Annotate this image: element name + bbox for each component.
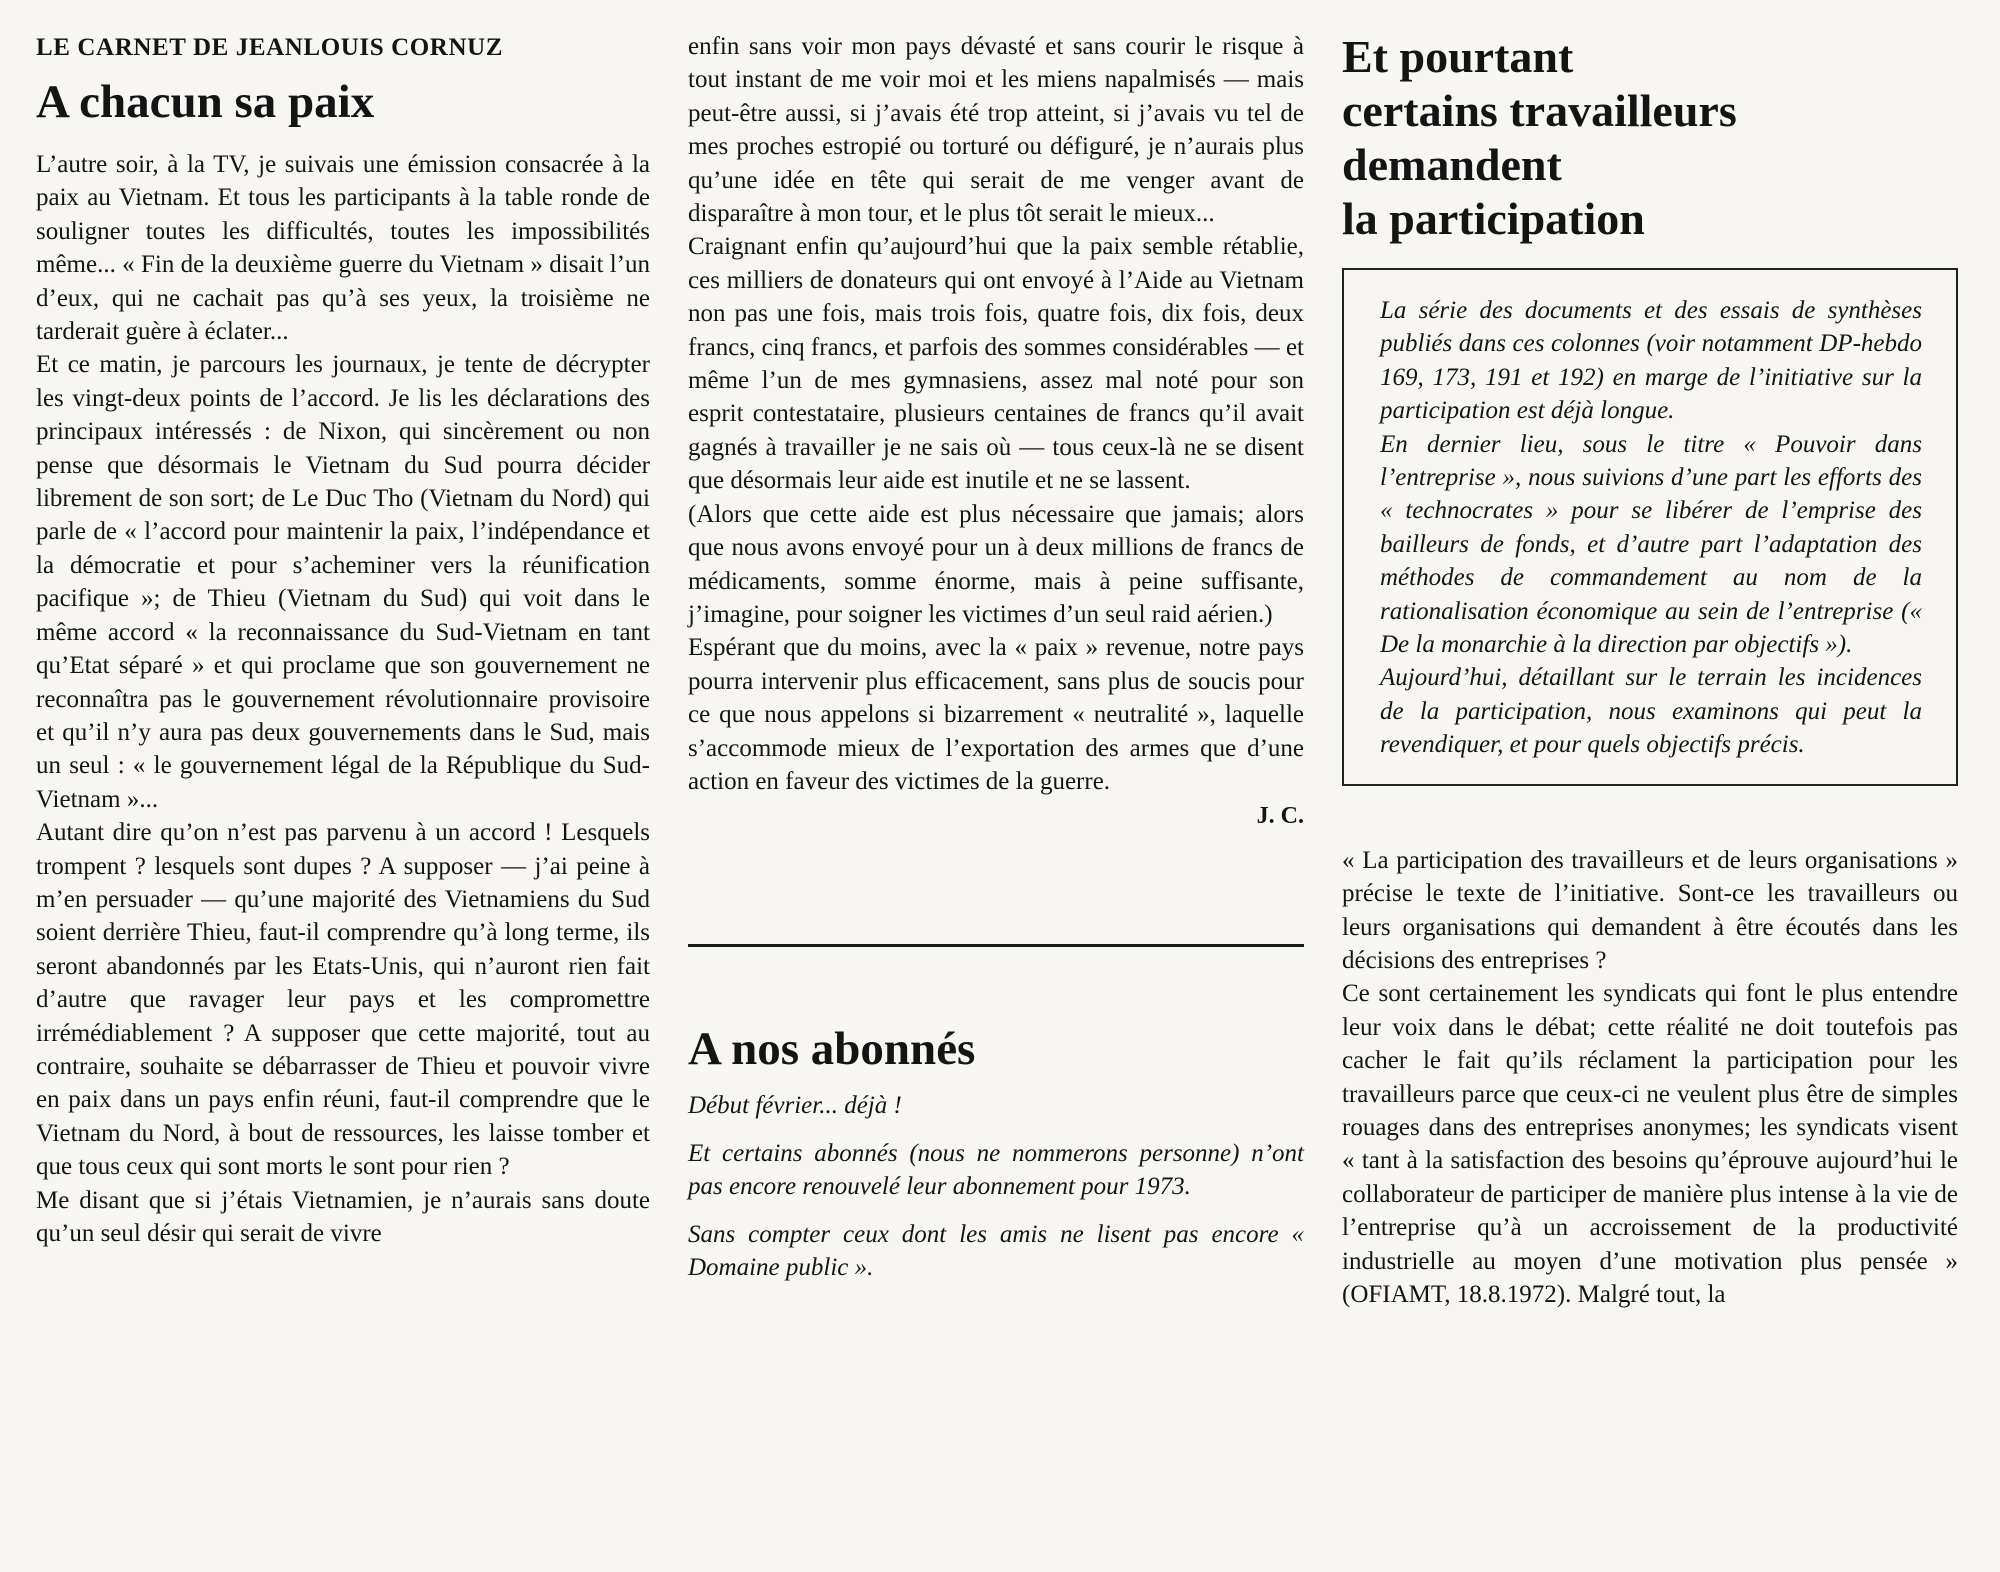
notice-title: A nos abonnés (688, 1023, 976, 1076)
intro-box (1342, 268, 1958, 786)
title-line: demandent (1342, 139, 1562, 190)
section-divider (688, 944, 1304, 947)
paragraph: Et ce matin, je parcours les journaux, je tente de décrypter les vingt-deux points de l’accord. Je lis les déclarations des principaux intéressés : de Nixon, qui sincèrement ou non pense que désormais le Vietnam du Sud pourra décider librement de son sort; de Le Duc Tho (Vietnam du Nord) qui parle de « l’accord pour maintenir la paix, l’indépendance et la démocratie et pour s’acheminer vers la réunification pacifique »; de Thieu (Vietnam du Sud) qui voit dans le même accord « la reconnaissance du Sud-Vietnam en tant qu’Etat séparé » et qui proclame que son gouvernement ne reconnaîtra pas le gouvernement révolutionnaire provisoire et qu’il n’y aura pas deux gouvernements dans le Sud, mais un seul : « le gouvernement légal de la République du Sud-Vietnam »... (36, 351, 650, 813)
middle-column (688, 30, 1304, 1298)
paragraph: Craignant enfin qu’aujourd’hui que la paix semble rétablie, ces milliers de donateurs qui ont envoyé à l’Aide au Vietnam non pas une fois, mais trois fois, quatre fois, dix fois, deux francs, cinq francs, et parfois des sommes considérables — et même l’un de mes gymnasiens, assez mal noté pour son esprit contestataire, plusieurs centaines de francs qu’il avait gagnés à travailler je ne sais où — tous ceux-là ne se disent que désormais leur aide est inutile et ne se lassent. (688, 233, 1304, 495)
left-article (36, 30, 650, 1250)
title-line: certains travailleurs (1342, 85, 1737, 136)
article-title: A chacun sa paix (36, 76, 375, 128)
article-title (1342, 30, 1958, 246)
title-line: la participation (1342, 193, 1645, 244)
paragraph: Ce sont certainement les syndicats qui font le plus entendre leur voix dans le débat; cette réalité ne doit toutefois pas cacher le fait qu’ils réclament la participation pour les travailleurs parce que ceux-ci ne veulent plus être de simples rouages dans des entreprises anonymes; les syndicats visent « tant à la satisfaction des besoins qu’éprouve aujourd’hui le collaborateur de participer de manière plus intense à la vie de l’entreprise qu’à un accroissement de la productivité industrielle au moyen d’une motivation plus pensée » (OFIAMT, 18.8.1972). Malgré tout, la (1342, 980, 1958, 1308)
intro-paragraph: En dernier lieu, sous le titre « Pouvoir dans l’entreprise », nous suivions d’une part les efforts des « technocrates » pour se libérer de l’emprise des bailleurs de fonds, et d’autre part l’adaptation des méthodes de commandement au nom de la rationalisation économique au sein de l’entreprise (« De la monarchie à la direction par objectifs »). (1380, 430, 1922, 659)
paragraph: Me disant que si j’étais Vietnamien, je n’aurais sans doute qu’un seul désir qui serait de vivre (36, 1186, 650, 1247)
article-body-continued (688, 30, 1304, 798)
paragraph: (Alors que cette aide est plus nécessaire que jamais; alors que nous avons envoyé pour un à deux millions de francs de médicaments, somme énorme, mais à peine suffisante, j’imagine, pour soigner les victimes d’un seul raid aérien.) (688, 500, 1304, 628)
paragraph: Espérant que du moins, avec la « paix » revenue, notre pays pourra intervenir plus efficacement, sans plus de soucis pour ce que nous appelons si bizarrement « neutralité », laquelle s’accommode mieux de l’exportation des armes que d’une action en faveur des victimes de la guerre. (688, 634, 1304, 795)
right-article (1342, 30, 1958, 1311)
paragraph: L’autre soir, à la TV, je suivais une émission consacrée à la paix au Vietnam. Et tous les participants à la table ronde de souligner toutes les difficultés, toutes les impossibilités même... « Fin de la deuxième guerre du Vietnam » disait l’un d’eux, qui ne cachait pas qu’à ses yeux, la troisième ne tarderait guère à éclater... (36, 151, 650, 346)
paragraph: enfin sans voir mon pays dévasté et sans courir le risque à tout instant de me voir moi et les miens napalmisés — mais peut-être aussi, si j’avais été trop atteint, si j’avais vu tel de mes proches estropié ou torturé ou défiguré, je n’aurais plus qu’une idée en tête qui serait de me venger avant de disparaître à mon tour, et le plus tôt serait le mieux... (688, 33, 1304, 228)
paragraph: « La participation des travailleurs et de leurs organisations » précise le texte de l’initiative. Sont-ce les travailleurs ou leurs organisations qui demandent à être écoutés dans les décisions des entreprises ? (1342, 846, 1958, 974)
title-line: Et pourtant (1342, 31, 1574, 82)
notice-paragraph: Sans compter ceux dont les amis ne lisent pas encore « Domaine public ». (688, 1220, 1304, 1281)
notice-paragraph: Début février... déjà ! (688, 1092, 902, 1120)
intro-paragraph: Aujourd’hui, détaillant sur le terrain les incidences de la participation, nous examinons qui peut la revendiquer, et pour quels objectifs précis. (1380, 664, 1922, 759)
paragraph: Autant dire qu’on n’est pas parvenu à un accord ! Lesquels trompent ? lesquels sont dupes ? A supposer — j’ai peine à m’en persuader — qu’une majorité des Vietnamiens du Sud soient derrière Thieu, faut-il comprendre qu’à long terme, ils seront abandonnés par les Etats-Unis, qui n’auront rien fait d’autre que ravager leur pays et les compromettre irrémédiablement ? A supposer que cette majorité, tout au contraire, souhaite se débarrasser de Thieu et pouvoir vivre en paix dans un pays enfin réuni, faut-il comprendre que le Vietnam du Nord, à bout de ressources, les laisse tomber et que tous ceux qui sont morts le sont pour rien ? (36, 819, 650, 1181)
article-body (1342, 844, 1958, 1312)
intro-paragraph: La série des documents et des essais de synthèses publiés dans ces colonnes (voir notamment DP-hebdo 169, 173, 191 et 192) en marge de l’initiative sur la participation est déjà longue. (1380, 297, 1922, 425)
article-body (36, 148, 650, 1250)
author-signature: J. C. (1256, 803, 1304, 830)
notice-paragraph: Et certains abonnés (nous ne nommerons personne) n’ont pas encore renouvelé leur abonnement pour 1973. (688, 1139, 1304, 1201)
article-kicker: LE CARNET DE JEANLOUIS CORNUZ (36, 34, 504, 61)
notice-body (688, 1089, 1304, 1284)
